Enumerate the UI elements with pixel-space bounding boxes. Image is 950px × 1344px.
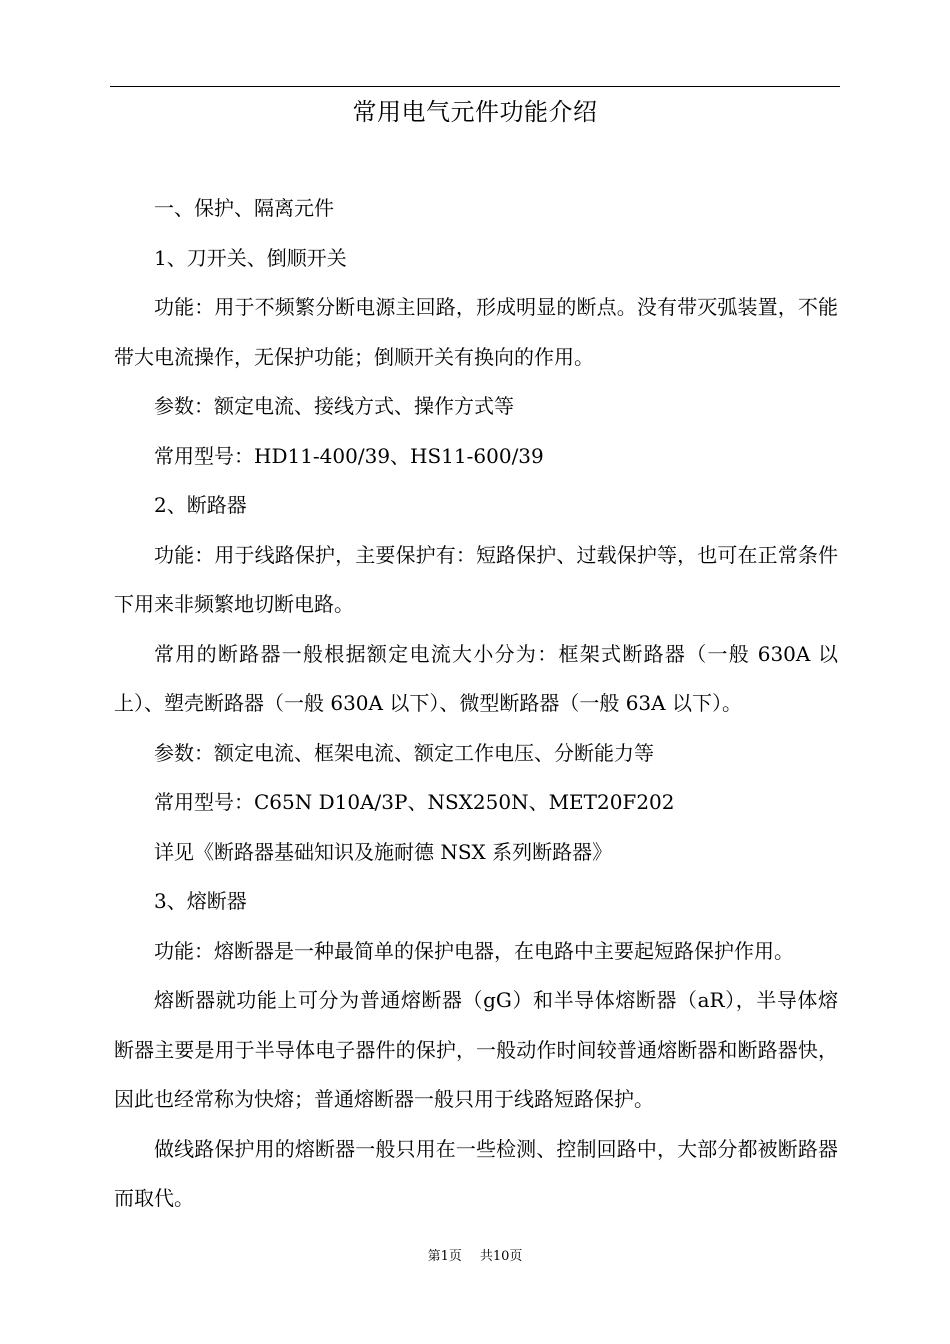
paragraph-knife-switch-params: 参数：额定电流、接线方式、操作方式等 (154, 394, 514, 418)
document-body (114, 184, 838, 1224)
item-heading-breaker: 2、断路器 (154, 493, 247, 517)
paragraph-breaker-params: 参数：额定电流、框架电流、额定工作电压、分断能力等 (154, 740, 654, 765)
header-rule (110, 86, 840, 87)
page-footer (0, 1248, 950, 1266)
paragraph-breaker-reference: 详见《断路器基础知识及施耐德 NSX 系列断路器》 (154, 839, 613, 864)
item-heading-fuse: 3、熔断器 (154, 889, 247, 913)
paragraph-fuse-function: 功能：熔断器是一种最简单的保护电器，在电路中主要起短路保护作用。 (154, 938, 794, 963)
paragraph-breaker-function: 功能：用于线路保护，主要保护有：短路保护、过载保护等，也可在正常条件下用来非频繁地切断电路。 (114, 542, 838, 616)
paragraph-fuse-usage: 做线路保护用的熔断器一般只用在一些检测、控制回路中，大部分都被断路器而取代。 (114, 1136, 838, 1210)
page-number: 第1页 (427, 1249, 462, 1264)
paragraph-breaker-types: 常用的断路器一般根据额定电流大小分为：框架式断路器（一般 630A 以上）、塑壳断路器（一般 630A 以下）、微型断路器（一般 63A 以下）。 (114, 641, 838, 715)
paragraph-knife-switch-models: 常用型号：HD11-400/39、HS11-600/39 (154, 443, 544, 468)
paragraph-fuse-types: 熔断器就功能上可分为普通熔断器（gG）和半导体熔断器（aR），半导体熔断器主要是用于半导体电子器件的保护，一般动作时间较普通熔断器和断路器快，因此也经常称为快熔；普通熔断器一般只用于线路短路保护。 (114, 988, 838, 1111)
document-title: 常用电气元件功能介绍 (352, 98, 598, 126)
page-total: 共10页 (479, 1249, 523, 1264)
paragraph-knife-switch-function: 功能：用于不频繁分断电源主回路，形成明显的断点。没有带灭弧装置，不能带大电流操作，无保护功能；倒顺开关有换向的作用。 (114, 295, 838, 369)
paragraph-breaker-models: 常用型号：C65N D10A/3P、NSX250N、MET20F202 (154, 790, 675, 814)
section-heading-protection: 一、保护、隔离元件 (154, 196, 334, 220)
item-heading-knife-switch: 1、刀开关、倒顺开关 (154, 245, 347, 270)
